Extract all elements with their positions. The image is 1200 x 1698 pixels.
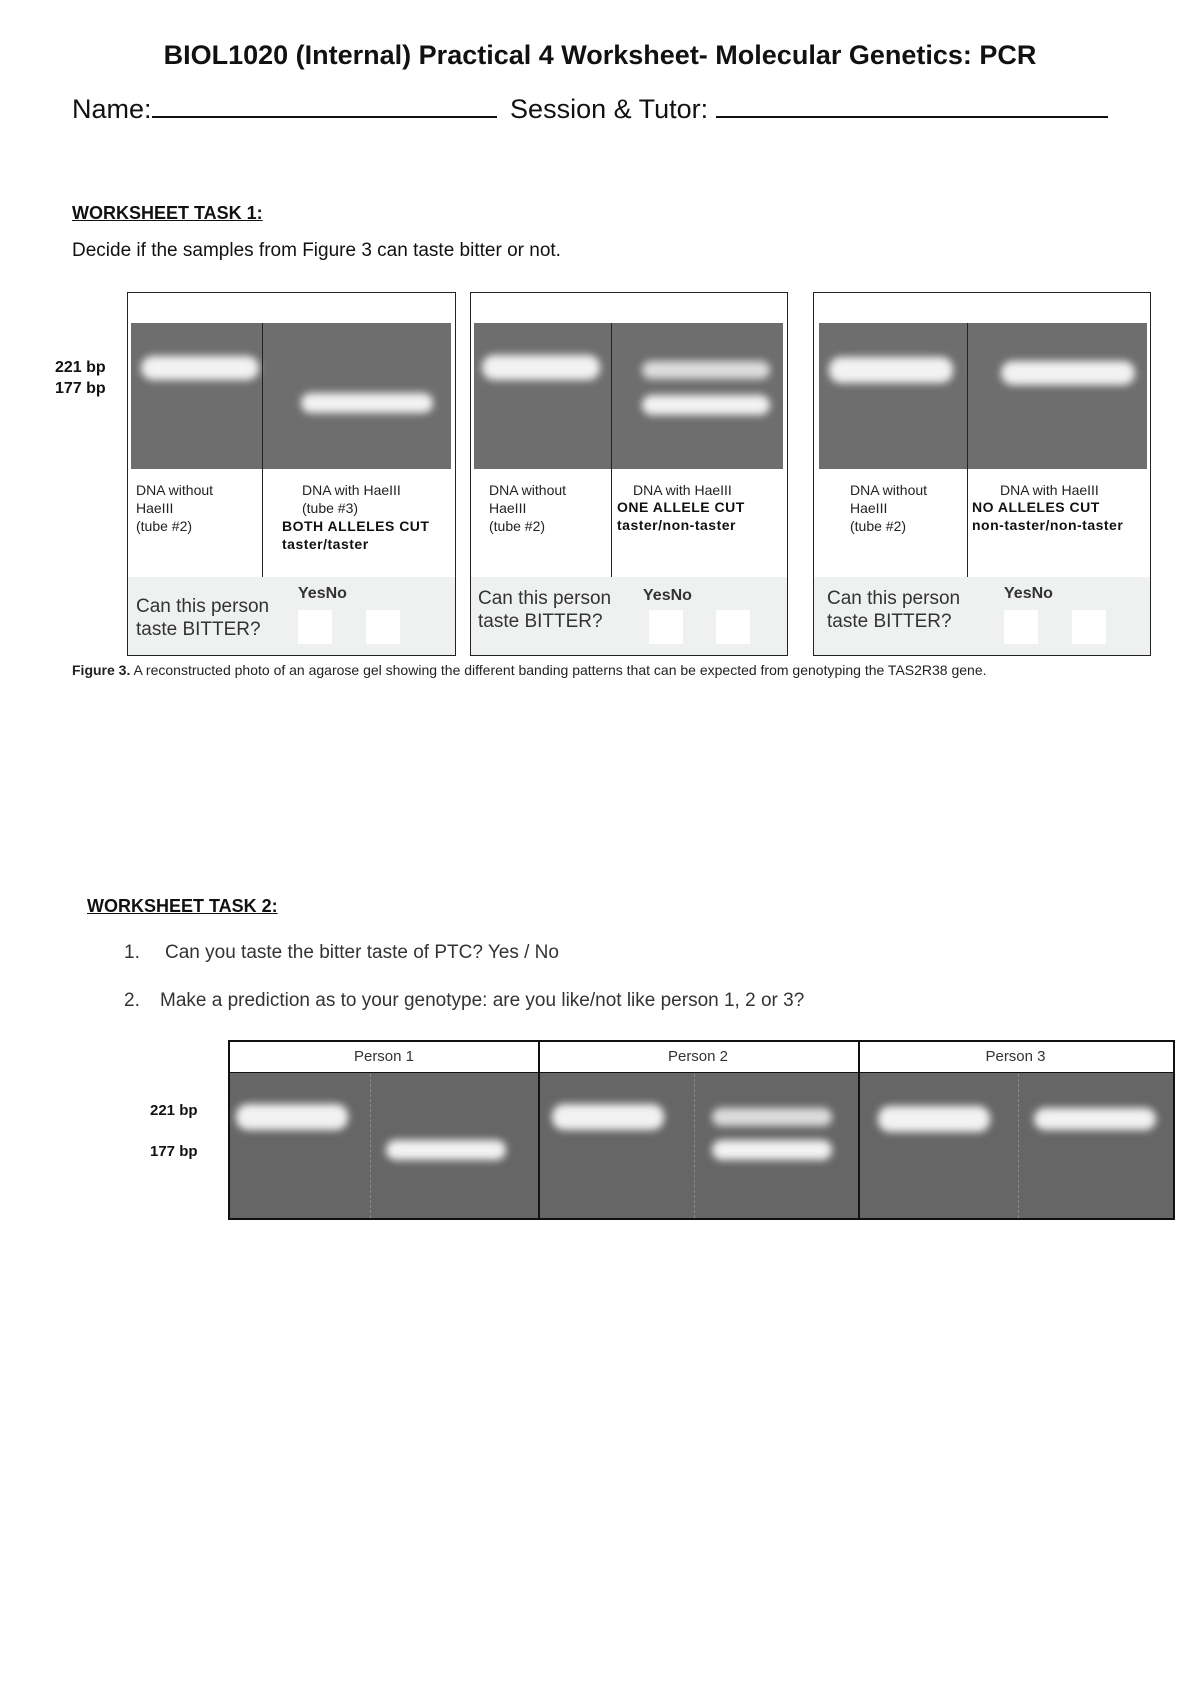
band-221 [141, 356, 259, 380]
question-1-number: 1. [124, 942, 140, 963]
name-label: Name: [72, 94, 152, 124]
lane-divider [1018, 1074, 1019, 1218]
yes-no-label: YesNo [1004, 585, 1053, 602]
yes-checkbox[interactable] [1004, 610, 1038, 644]
lane-label-with-haeiii: DNA with HaeIII [1000, 482, 1099, 498]
lane-divider [967, 323, 968, 577]
band-177 [301, 393, 433, 413]
band-177 [386, 1140, 506, 1160]
lane-label-with-haeiii: DNA with HaeIII [633, 482, 732, 498]
lane-divider [611, 323, 612, 577]
lane-divider [694, 1074, 695, 1218]
session-blank[interactable] [716, 92, 1108, 118]
yes-no-label: YesNo [643, 587, 692, 604]
band-221 [1034, 1108, 1156, 1130]
bp-221-label: 221 bp [55, 359, 106, 376]
bp-177-label: 177 bp [150, 1143, 198, 1160]
no-checkbox[interactable] [716, 610, 750, 644]
lane-divider [370, 1074, 371, 1218]
name-blank[interactable] [152, 92, 497, 118]
question-area [471, 577, 787, 655]
no-checkbox[interactable] [1072, 610, 1106, 644]
lane-label-without-haeiii: DNA without HaeIII (tube #2) [850, 482, 928, 534]
cut-label: BOTH ALLELES CUT taster/taster [282, 518, 430, 552]
cut-label: NO ALLELES CUT non-taster/non-taster [972, 499, 1124, 533]
question-2: Make a prediction as to your genotype: are you like/not like person 1, 2 or 3? [160, 990, 805, 1011]
session-label: Session & Tutor: [510, 94, 709, 124]
person-separator [858, 1042, 860, 1218]
figure-caption: Figure 3. A reconstructed photo of an agarose gel showing the different banding patterns that can be expected from genotyping the TAS2R38 gene. [72, 662, 987, 678]
band-221 [482, 355, 600, 380]
cut-label: ONE ALLELE CUT taster/non-taster [617, 499, 745, 533]
person-gel [228, 1040, 1175, 1220]
band-221 [1001, 361, 1135, 385]
question-area [814, 577, 1150, 655]
band-221 [552, 1104, 664, 1130]
question-1: Can you taste the bitter taste of PTC? Yes / No [165, 942, 559, 963]
bitter-question: Can this person taste BITTER? [478, 588, 612, 632]
task1-heading: WORKSHEET TASK 1: [72, 203, 263, 223]
no-checkbox[interactable] [366, 610, 400, 644]
lane-label-without-haeiii: DNA without HaeIII (tube #2) [136, 482, 214, 534]
bp-221-label: 221 bp [150, 1102, 198, 1119]
person-2-header: Person 2 [538, 1042, 858, 1073]
page-title: BIOL1020 (Internal) Practical 4 Worksheet- Molecular Genetics: PCR [163, 40, 1037, 70]
band-221 [236, 1104, 348, 1130]
task1-instruction: Decide if the samples from Figure 3 can taste bitter or not. [72, 240, 561, 261]
bp-177-label: 177 bp [55, 380, 106, 397]
person-1-header: Person 1 [230, 1042, 538, 1073]
person-separator [538, 1042, 540, 1218]
gel-image-2 [474, 323, 783, 469]
lane-label-without-haeiii: DNA without HaeIII (tube #2) [489, 482, 567, 534]
question-2-number: 2. [124, 990, 140, 1011]
gel-image-1 [131, 323, 451, 469]
band-221 [642, 361, 770, 379]
question-area [128, 577, 455, 655]
yes-checkbox[interactable] [649, 610, 683, 644]
band-221 [712, 1108, 832, 1126]
lane-divider [262, 323, 263, 577]
person-3-header: Person 3 [858, 1042, 1173, 1073]
gel-panel-1 [127, 292, 456, 656]
gel-image-3 [819, 323, 1147, 469]
lane-label-with-haeiii: DNA with HaeIII (tube #3) [302, 482, 401, 516]
band-177 [642, 395, 770, 415]
band-177 [712, 1140, 832, 1160]
name-session-line [72, 92, 1108, 125]
yes-checkbox[interactable] [298, 610, 332, 644]
bitter-question: Can this person taste BITTER? [136, 596, 270, 640]
gel-panel-3 [813, 292, 1151, 656]
band-221 [878, 1106, 990, 1132]
band-221 [829, 357, 953, 383]
bitter-question: Can this person taste BITTER? [827, 588, 961, 632]
yes-no-label: YesNo [298, 585, 347, 602]
task2-heading: WORKSHEET TASK 2: [87, 896, 278, 916]
gel-panel-2 [470, 292, 788, 656]
